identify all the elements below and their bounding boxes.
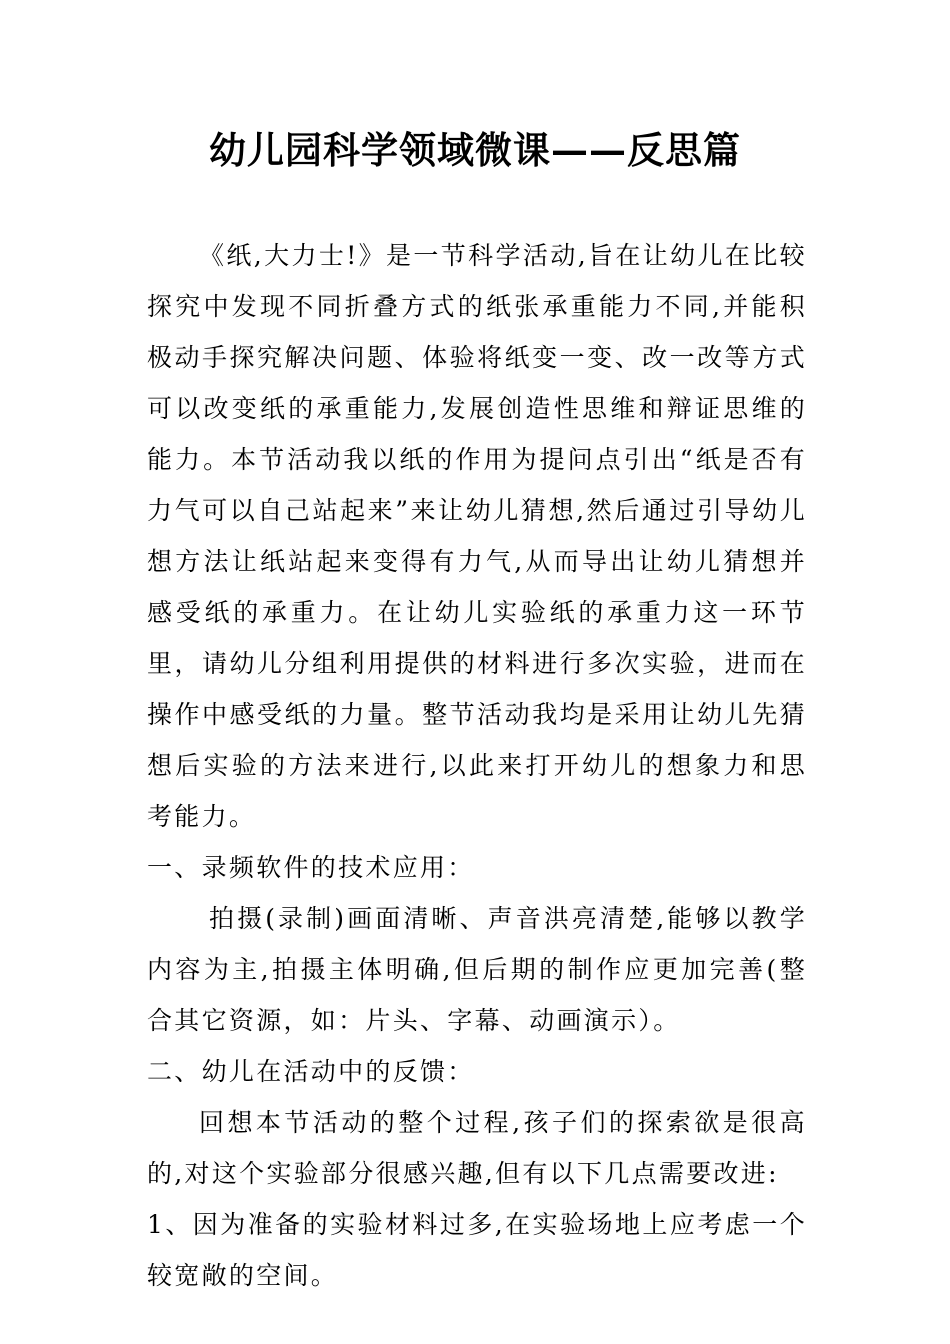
document-title: 幼儿园科学领域微课——反思篇 (209, 128, 741, 172)
list-item-1: 1、因为准备的实验材料过多,在实验场地上应考虑一个较宽敞的空间。 (147, 1210, 807, 1290)
paragraph-feedback: 回想本节活动的整个过程,孩子们的探索欲是很高的,对这个实验部分很感兴趣,但有以下几点需要改进: (147, 1108, 807, 1188)
document-body (147, 230, 807, 1301)
paragraph-intro: 《纸,大力士!》是一节科学活动,旨在让幼儿在比较探究中发现不同折叠方式的纸张承重能力不同,并能积极动手探究解决问题、体验将纸变一变、改一改等方式可以改变纸的承重能力,发展创造性思维和辩证思维的能力。本节活动我以纸的作用为提问点引出“纸是否有力气可以自己站起来”来让幼儿猜想,然后通过引导幼儿想方法让纸站起来变得有力气,从而导出让幼儿猜想并感受纸的承重力。在让幼儿实验纸的承重力这一环节里，请幼儿分组利用提供的材料进行多次实验，进而在操作中感受纸的力量。整节活动我均是采用让幼儿先猜想后实验的方法来进行,以此来打开幼儿的想象力和思考能力。 (147, 241, 807, 831)
paragraph-software: 拍摄(录制)画面清晰、声音洪亮清楚,能够以教学内容为主,拍摄主体明确,但后期的制作应更加完善(整合其它资源，如：片头、字幕、动画演示）。 (147, 904, 807, 1035)
section-heading-software: 一、录频软件的技术应用： (147, 853, 475, 882)
section-heading-feedback: 二、幼儿在活动中的反馈： (147, 1057, 475, 1086)
